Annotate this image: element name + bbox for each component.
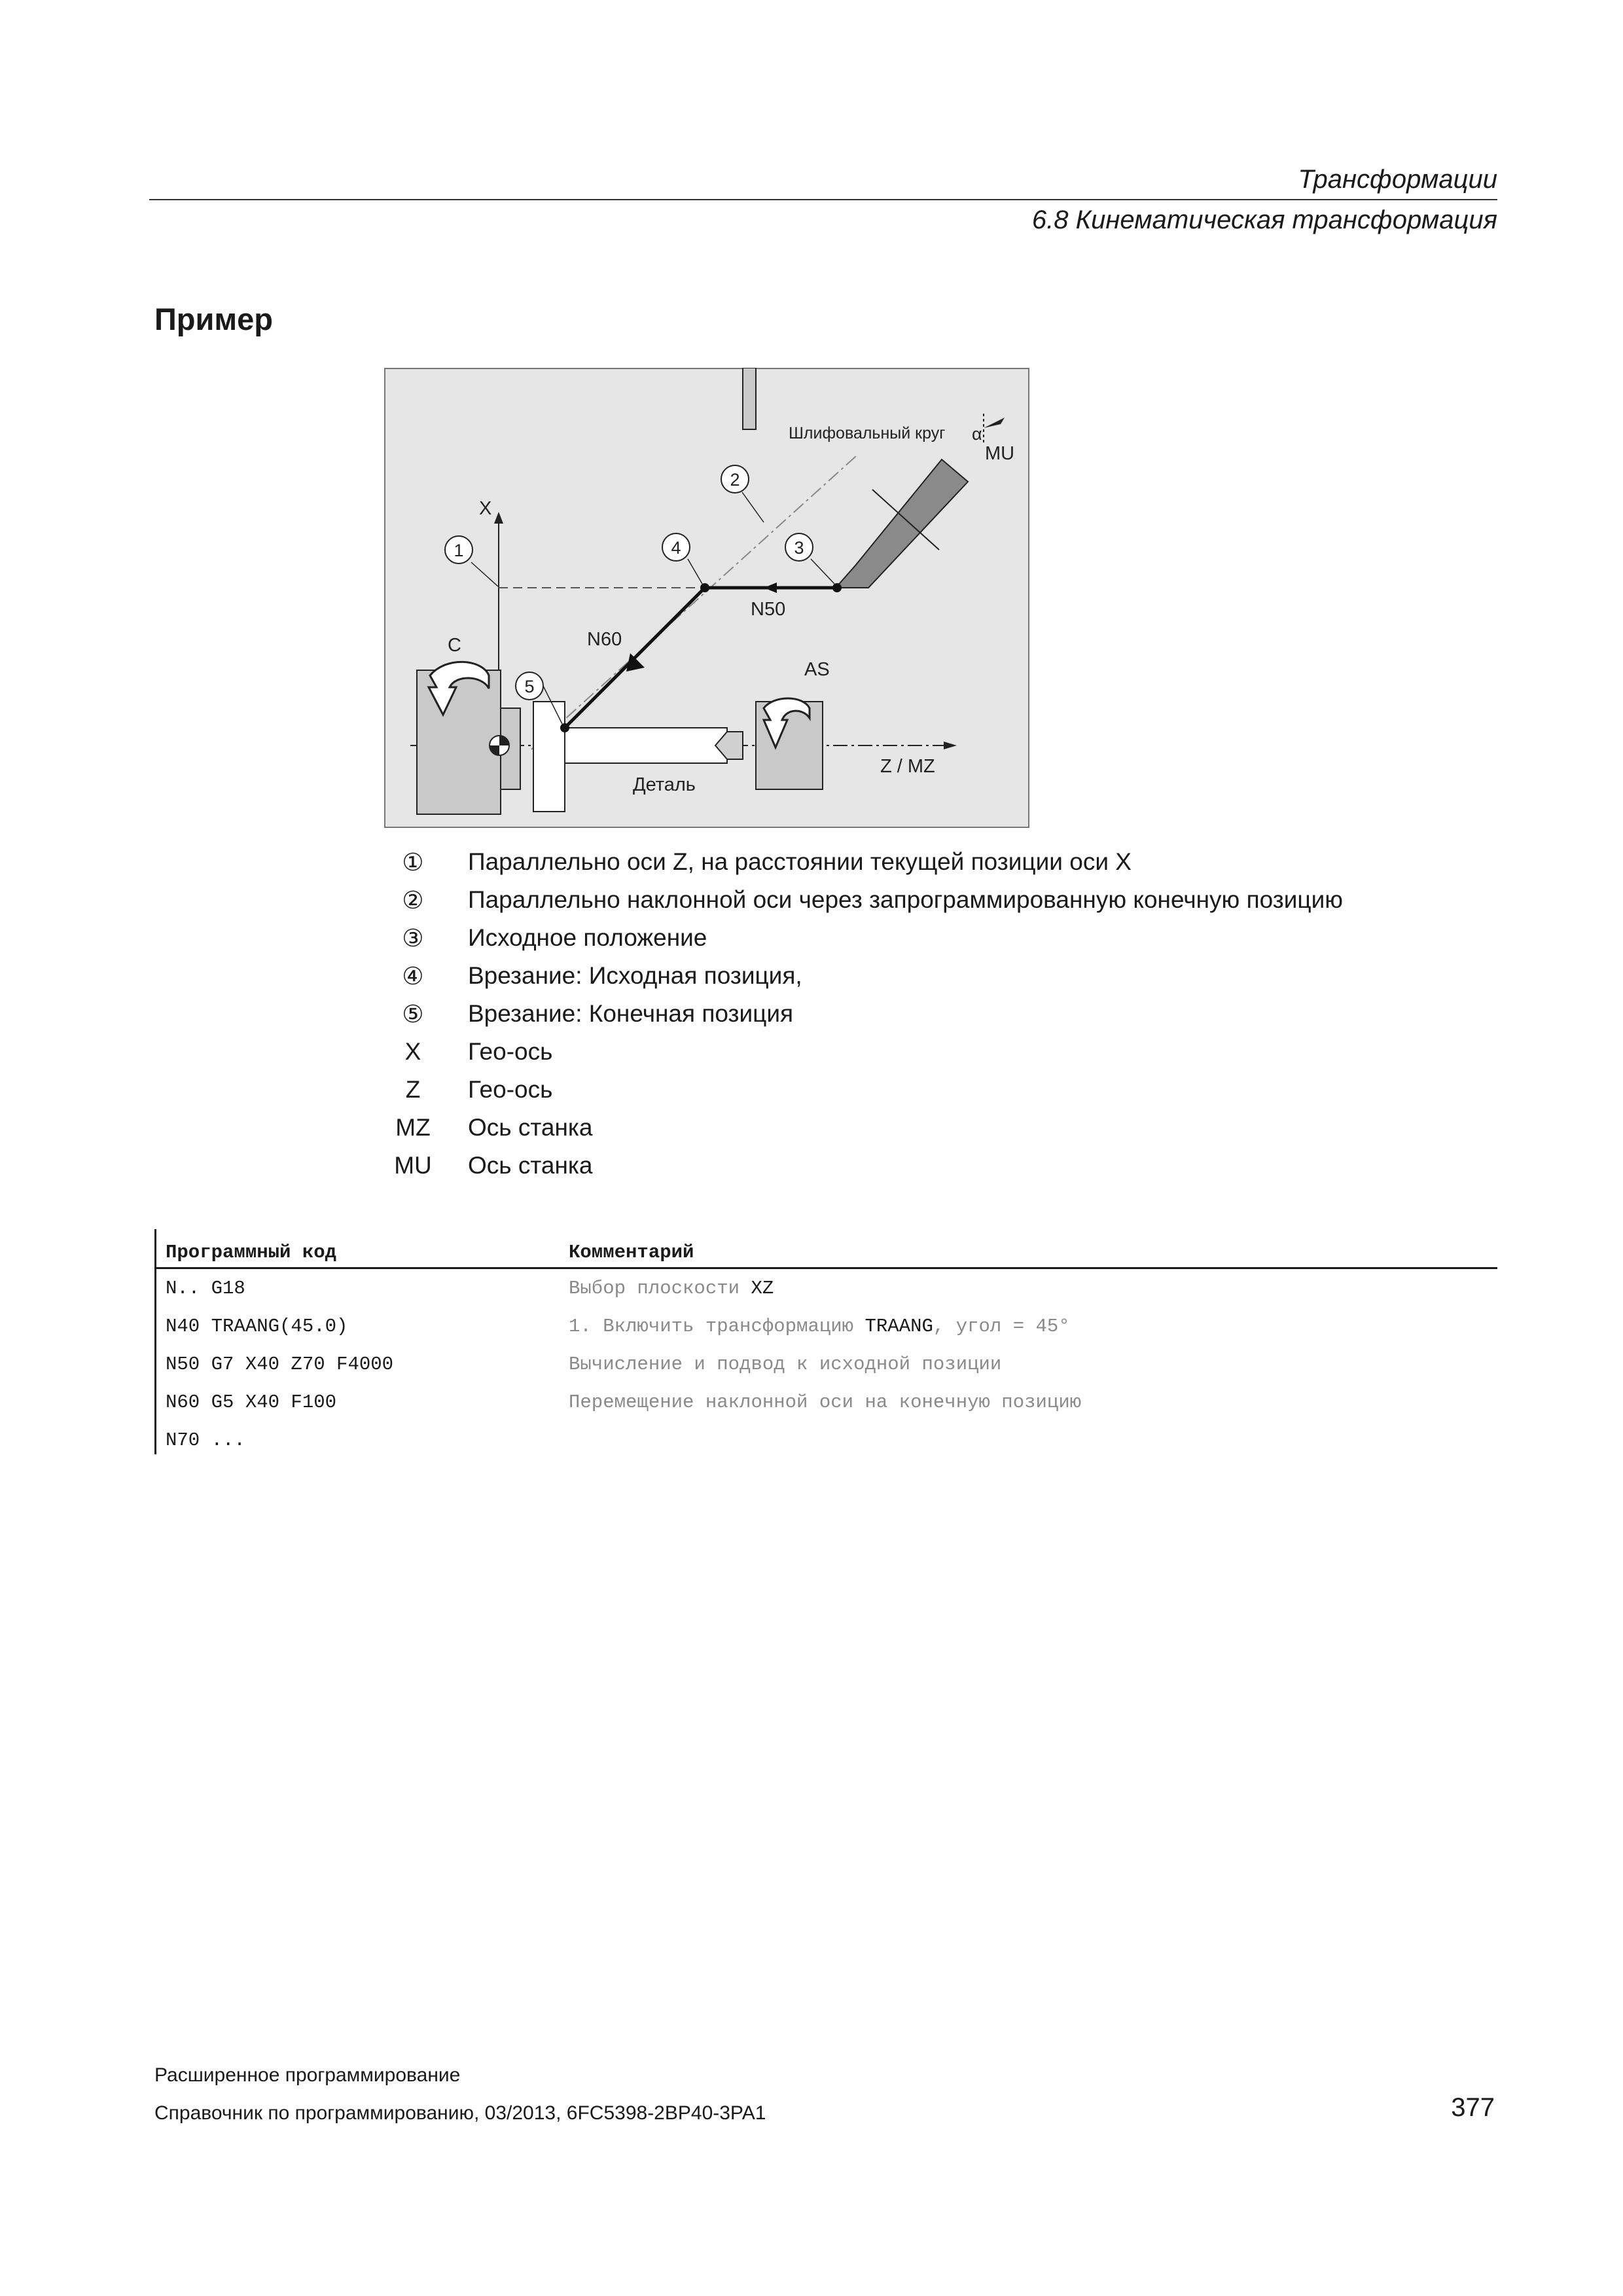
legend-text: Параллельно наклонной оси через запрограммированную конечную позицию (468, 886, 1344, 913)
table-row (156, 1421, 1497, 1459)
code-cell: N70 ... (166, 1429, 245, 1451)
legend-text: Ось станка (468, 1114, 593, 1141)
legend-item (383, 1109, 1430, 1147)
mu-label: MU (985, 443, 1015, 464)
marker-2-label: 2 (730, 470, 740, 490)
legend-item (383, 843, 1430, 881)
comment-text: Вычисление и подвод к исходной позиции (569, 1353, 1002, 1375)
tailstock-body (743, 368, 756, 429)
legend-key: X (404, 1038, 421, 1065)
figure-legend (383, 843, 1430, 1185)
legend-item (383, 919, 1430, 957)
comment-text: , угол = 45° (933, 1315, 1070, 1337)
comment-cell (560, 1383, 1497, 1421)
kinematic-figure (384, 368, 1029, 828)
code-cell: N40 TRAANG(45.0) (166, 1315, 348, 1337)
legend-item (383, 881, 1430, 919)
chapter-title: Трансформации (1298, 165, 1497, 194)
legend-key: ① (402, 848, 424, 876)
marker-1-label: 1 (454, 541, 464, 560)
example-heading: Пример (154, 302, 274, 336)
point-4 (700, 583, 709, 592)
n60-label: N60 (587, 629, 622, 650)
comment-cell (560, 1307, 1497, 1345)
c-axis-label: C (448, 635, 461, 656)
comment-text: 1. Включить трансформацию (569, 1315, 865, 1337)
footer-book-title: Расширенное программирование (154, 2064, 461, 2086)
legend-text: Исходное положение (468, 924, 707, 951)
code-example (154, 1229, 1497, 1454)
comment-cell (560, 1345, 1497, 1383)
header-program-code: Программный код (156, 1229, 560, 1268)
grinding-wheel-label: Шлифовальный круг (789, 424, 946, 442)
alpha-label: α (972, 424, 982, 444)
as-axis-label: AS (804, 659, 830, 680)
point-3 (832, 583, 842, 592)
legend-key: ③ (402, 924, 424, 952)
marker-5-label: 5 (524, 677, 535, 696)
comment-cell (560, 1421, 1497, 1459)
legend-text: Ось станка (468, 1152, 593, 1179)
comment-keyword: XZ (751, 1277, 774, 1299)
workpiece-label: Деталь (633, 774, 696, 795)
legend-key: ④ (402, 962, 424, 990)
legend-key: ② (402, 886, 424, 914)
legend-item (383, 957, 1430, 995)
footer-manual-info: Справочник по программированию, 03/2013, 6FC5398-2BP40-3PA1 (154, 2102, 766, 2124)
comment-text: Перемещение наклонной оси на конечную позицию (569, 1391, 1082, 1413)
workpiece (565, 728, 727, 763)
code-cell: N50 G7 X40 Z70 F4000 (166, 1353, 394, 1375)
legend-key: Z (405, 1076, 421, 1103)
table-row (156, 1268, 1497, 1308)
comment-keyword: TRAANG (865, 1315, 933, 1337)
comment-cell (560, 1268, 1497, 1308)
header-rule (149, 199, 1497, 200)
legend-text: Гео-ось (468, 1076, 553, 1103)
legend-text: Гео-ось (468, 1038, 553, 1065)
legend-text: Врезание: Конечная позиция (468, 1000, 794, 1027)
marker-4-label: 4 (671, 538, 681, 558)
page-number: 377 (1451, 2093, 1495, 2122)
tailstock-block (756, 702, 823, 789)
legend-item (383, 1033, 1430, 1071)
table-row (156, 1307, 1497, 1345)
code-table (156, 1229, 1497, 1459)
legend-key: MU (394, 1152, 432, 1179)
point-5 (560, 723, 569, 732)
table-row (156, 1383, 1497, 1421)
code-cell: N.. G18 (166, 1277, 245, 1299)
legend-item (383, 1071, 1430, 1109)
legend-item (383, 1147, 1430, 1185)
table-row (156, 1345, 1497, 1383)
legend-key: ⑤ (402, 1000, 424, 1028)
legend-text: Параллельно оси Z, на расстоянии текущей позиции оси X (468, 848, 1132, 875)
section-title: 6.8 Кинематическая трансформация (1031, 206, 1497, 234)
marker-3-label: 3 (794, 538, 804, 558)
legend-key: MZ (395, 1114, 431, 1141)
legend-item (383, 995, 1430, 1033)
z-axis-label: Z / MZ (880, 756, 935, 777)
code-cell: N60 G5 X40 F100 (166, 1391, 337, 1413)
chuck-body (417, 670, 501, 814)
n50-label: N50 (751, 599, 786, 620)
header-comment: Комментарий (560, 1229, 1497, 1268)
comment-text: Выбор плоскости (569, 1277, 751, 1299)
code-table-header (156, 1229, 1497, 1268)
x-axis-label: X (479, 498, 492, 519)
legend-text: Врезание: Исходная позиция, (468, 962, 802, 989)
wheel-plate (533, 702, 565, 812)
